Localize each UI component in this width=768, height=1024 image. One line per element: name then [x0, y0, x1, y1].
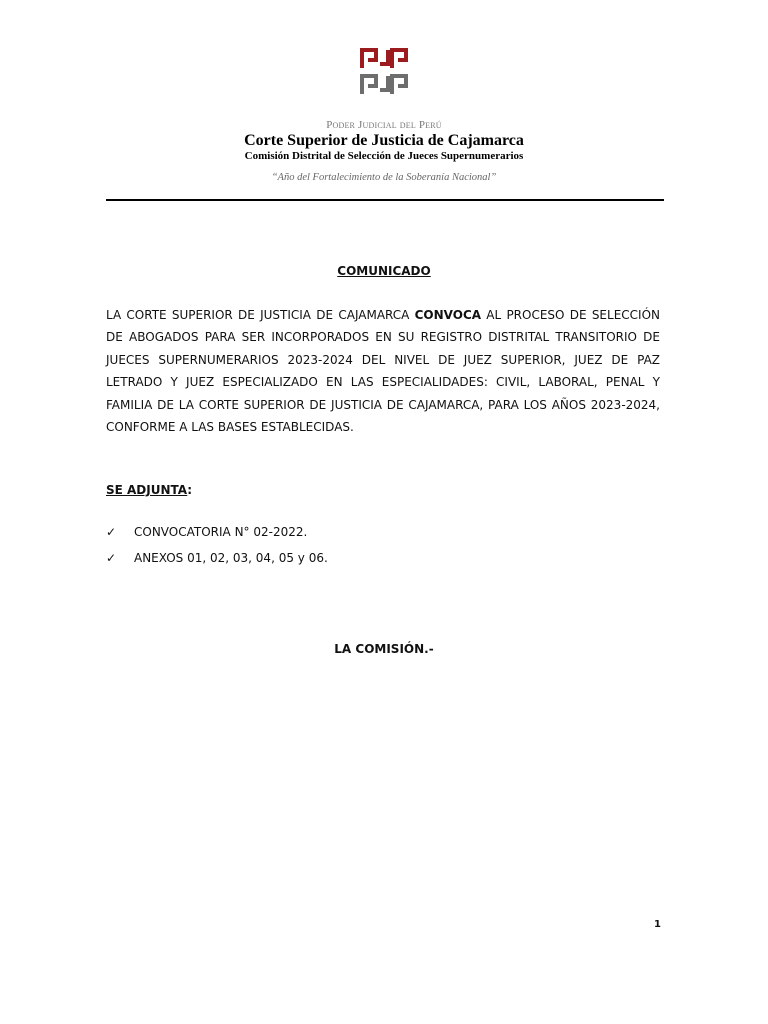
signoff: LA COMISIÓN.- [334, 642, 434, 656]
body-text-part1: LA CORTE SUPERIOR DE JUSTICIA DE CAJAMARCA [106, 308, 415, 322]
year-motto: “Año del Fortalecimiento de la Soberanía Nacional” [271, 172, 497, 183]
attachments-label: SE ADJUNTA [106, 483, 188, 497]
attachments-list [106, 525, 328, 577]
attachment-text: ANEXOS 01, 02, 03, 04, 05 y 06. [134, 551, 328, 565]
poder-judicial-logo-icon [358, 46, 410, 98]
institution-name: Poder Judicial del Perú [326, 119, 442, 131]
announcement-body [106, 304, 660, 438]
attachments-colon: : [187, 483, 193, 497]
attachments-heading [106, 483, 192, 497]
document-title: COMUNICADO [337, 264, 431, 278]
page-number: 1 [654, 919, 661, 930]
commission-name: Comisión Distrital de Selección de Jueces Supernumerarios [244, 150, 524, 162]
body-text-part2: AL PROCESO DE SELECCIÓN DE ABOGADOS PARA SER INCORPORADOS EN SU REGISTRO DISTRITAL TRANSITORIO DE JUECES SUPERNUMERARIOS 2023-2024 DEL NIVEL DE JUEZ SUPERIOR, JUEZ DE PAZ LETRADO Y JUEZ ESPECIALIZADO EN LAS ESPECIALIDADES: CIVIL, LABORAL, PENAL Y FAMILIA DE LA CORTE SUPERIOR DE JUSTICIA DE CAJAMARCA, PARA LOS AÑOS 2023-2024, CONFORME A LAS BASES ESTABLECIDAS. [106, 308, 661, 435]
list-item [106, 525, 328, 551]
body-text-emphasis: CONVOCA [414, 308, 482, 322]
court-name: Corte Superior de Justicia de Cajamarca [244, 132, 524, 149]
list-item [106, 551, 328, 577]
checkmark-icon: ✓ [106, 525, 117, 539]
checkmark-icon: ✓ [106, 551, 117, 565]
attachment-text: CONVOCATORIA N° 02-2022. [134, 525, 308, 539]
header-divider [106, 199, 664, 201]
